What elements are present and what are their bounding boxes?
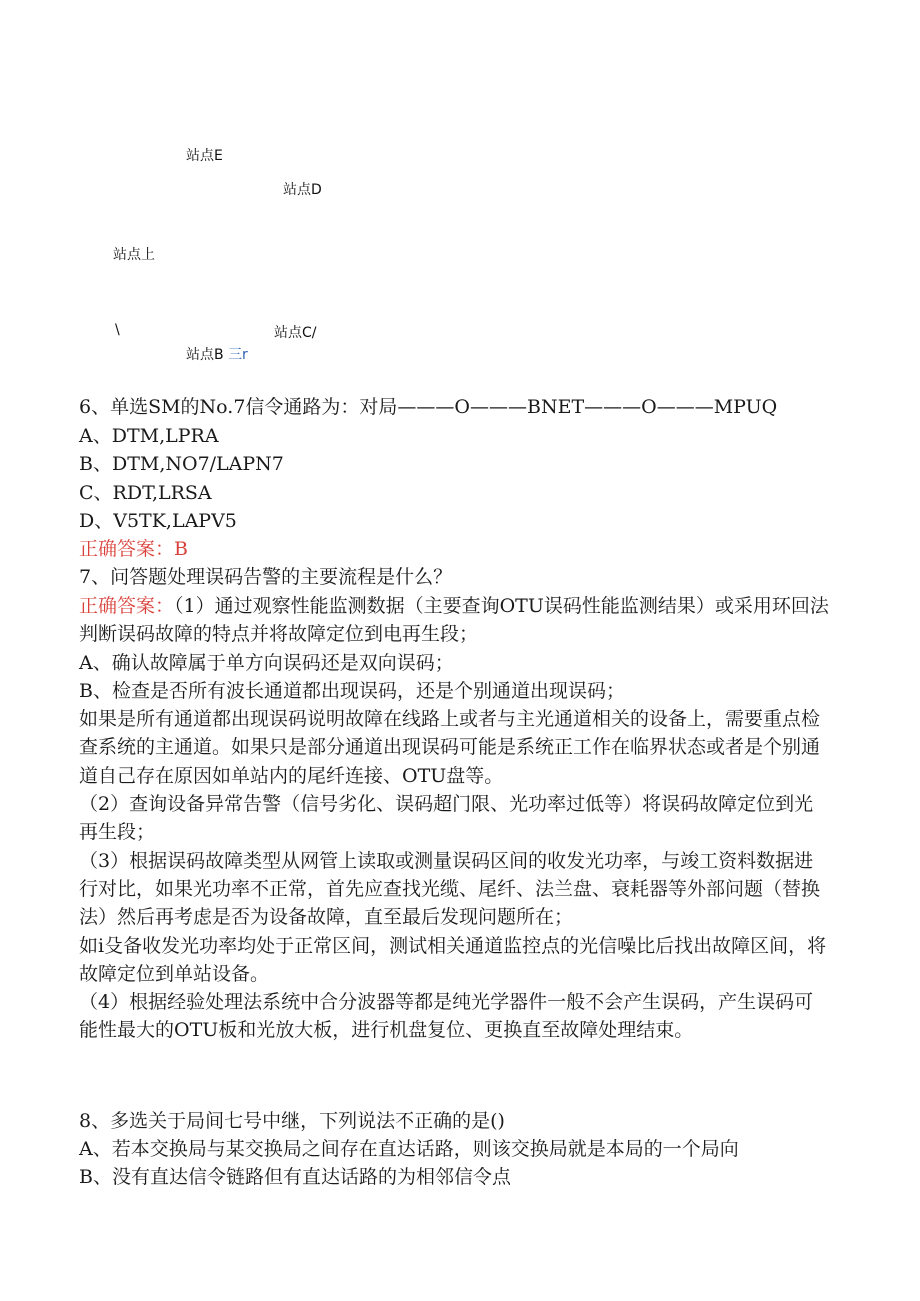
q7-line-all-channels: 如果是所有通道都出现误码说明故障在线路上或者与主光通道相关的设备上，需要重点检查系统的主通道。如果只是部分通道出现误码可能是系统正工作在临界状态或者是个别通道自己存在原因如单站内的尾纤连接、OTU盘等。 [79,708,821,787]
q8-option-a: A、若本交换局与某交换局之间存在直达话路，则该交换局就是本局的一个局向 [79,1138,739,1160]
backslash-mark: \ [115,322,120,338]
q7-answer-first [79,592,829,649]
site-b-label [186,344,248,364]
q6-stem: 6、单选SM的No.7信令通路为：对局———O———BNET———O———MPUQ [79,396,778,418]
q7-answer-label: 正确答案： [79,595,175,617]
q7-answer-first-text: （1）通过观察性能监测数据（主要查询OTU误码性能监测结果）或采用环回法判断误码故障的特点并将故障定位到电再生段； [79,595,829,646]
q7-line-step4: （4）根据经验处理法系统中合分波器等都是纯光学器件一般不会产生误码，产生误码可能性最大的OTU板和光放大板，进行机盘复位、更换直至故障处理结束。 [79,991,814,1042]
q7-line-a: A、确认故障属于单方向误码还是双向误码； [79,651,454,674]
q6-option-b: B、DTM,NO7/LAPN7 [79,453,284,475]
q6-answer-label: 正确答案： [79,538,175,560]
q6-answer [79,535,188,563]
q6-option-c: C、RDT,LRSA [79,482,212,504]
q7-line-osnr: 如i殳备收发光功率均处于正常区间，测试相关通道监控点的光信噪比后找出故障区间，将故障定位到单站设备。 [79,934,827,985]
q7-line-step3: （3）根据误码故障类型从网管上读取或测量误码区间的收发光功率，与竣工资料数据进行对比，如果光功率不正常，首先应查找光缆、尾纤、法兰盘、衰耗器等外部问题（替换法）然后再考虑是否为设备故障，直至最后发现问题所在； [79,849,821,929]
q7-line-step2: （2）查询设备异常告警（信号劣化、误码超门限、光功率过低等）将误码故障定位到光再生段； [79,793,814,844]
site-b-suffix: 三r [228,347,248,363]
site-top-label: 站点上 [113,247,155,263]
site-b-text: 站点B [186,347,224,363]
q8-stem: 8、多选关于局间七号中继，下列说法不正确的是() [79,1110,505,1132]
site-c-label: 站点C/ [274,325,317,341]
q7-stem: 7、问答题处理误码告警的主要流程是什么？ [79,566,453,588]
q6-option-d: D、V5TK,LAPV5 [79,510,237,532]
site-d-label: 站点D [283,182,322,198]
q7-answer-block [79,592,829,1045]
q6-option-a: A、DTM,LPRA [79,425,219,447]
site-e-label: 站点E [186,148,223,164]
q8-option-b: B、没有直达信令链路但有直达话路的为相邻信令点 [79,1166,511,1188]
q6-answer-value: B [174,538,188,560]
q7-line-b: B、检查是否所有波长通道都出现误码，还是个别通道出现误码； [79,679,625,702]
